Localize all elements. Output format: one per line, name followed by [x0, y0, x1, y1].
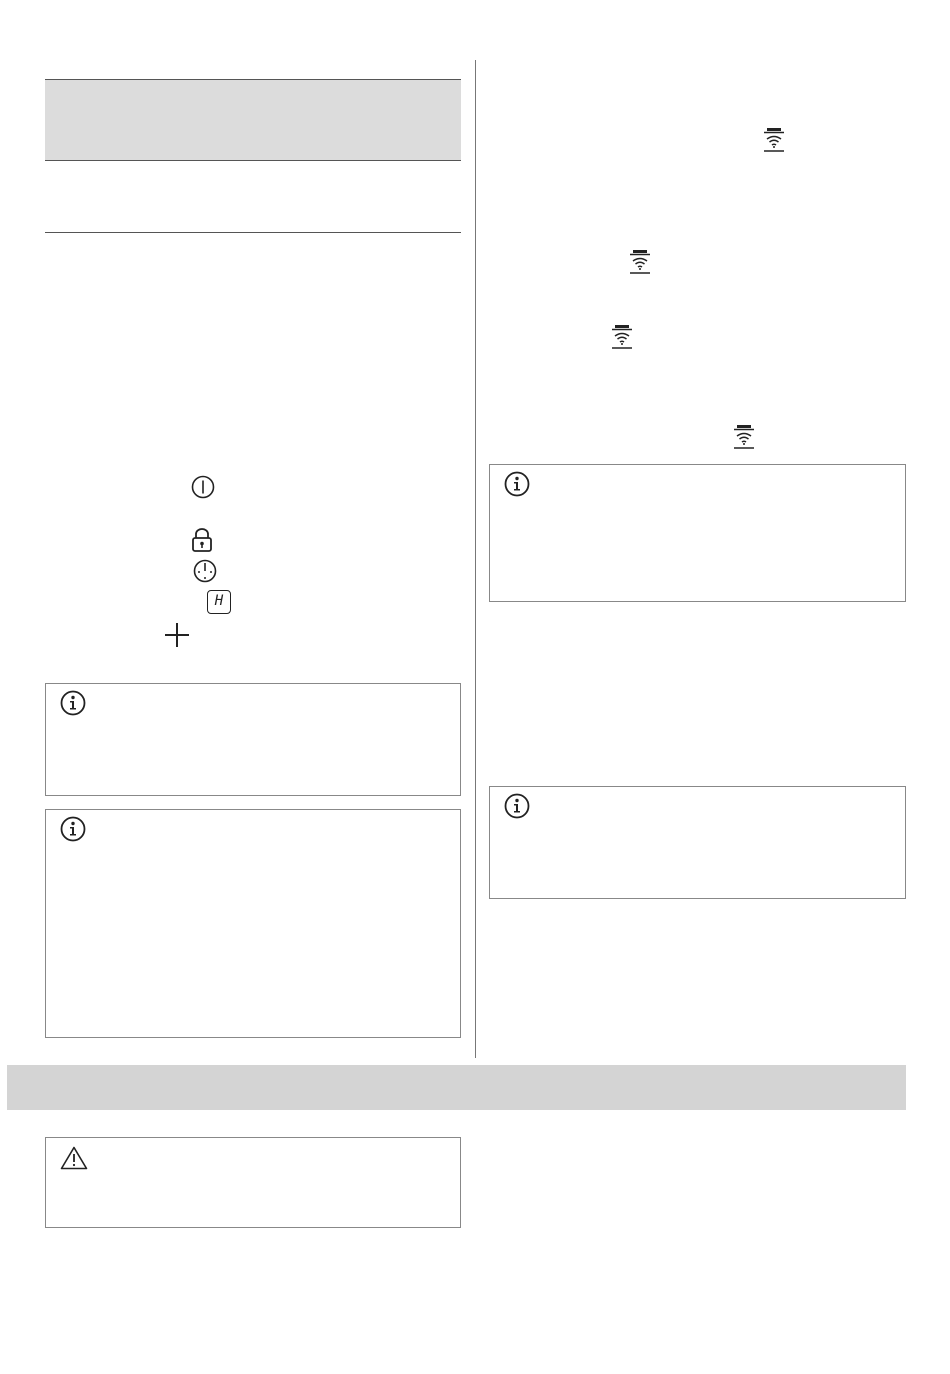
- info-icon: [60, 690, 86, 716]
- heat-indicator-letter: H: [214, 593, 224, 609]
- hob2hood-icon: [733, 424, 755, 450]
- info-icon: [60, 816, 86, 842]
- info-note-box: [489, 464, 906, 602]
- subsection-rule: [45, 232, 461, 233]
- info-note-box: [45, 683, 461, 796]
- chapter-heading-band: [7, 1065, 906, 1110]
- info-icon: [504, 793, 530, 819]
- power-icon: [191, 474, 215, 500]
- timer-icon: [193, 558, 217, 584]
- info-icon: [504, 471, 530, 497]
- section-header-block: [45, 79, 461, 161]
- hob2hood-icon: [629, 249, 651, 275]
- hob2hood-icon: [611, 324, 633, 350]
- info-note-box: [45, 809, 461, 1038]
- lock-icon: [191, 527, 213, 553]
- hob2hood-icon: [763, 127, 785, 153]
- warning-icon: [60, 1146, 86, 1172]
- info-note-box: [489, 786, 906, 899]
- residual-heat-H-icon: [207, 590, 231, 614]
- warning-note-box: [45, 1137, 461, 1228]
- plus-icon: [164, 622, 190, 648]
- column-divider: [475, 60, 476, 1058]
